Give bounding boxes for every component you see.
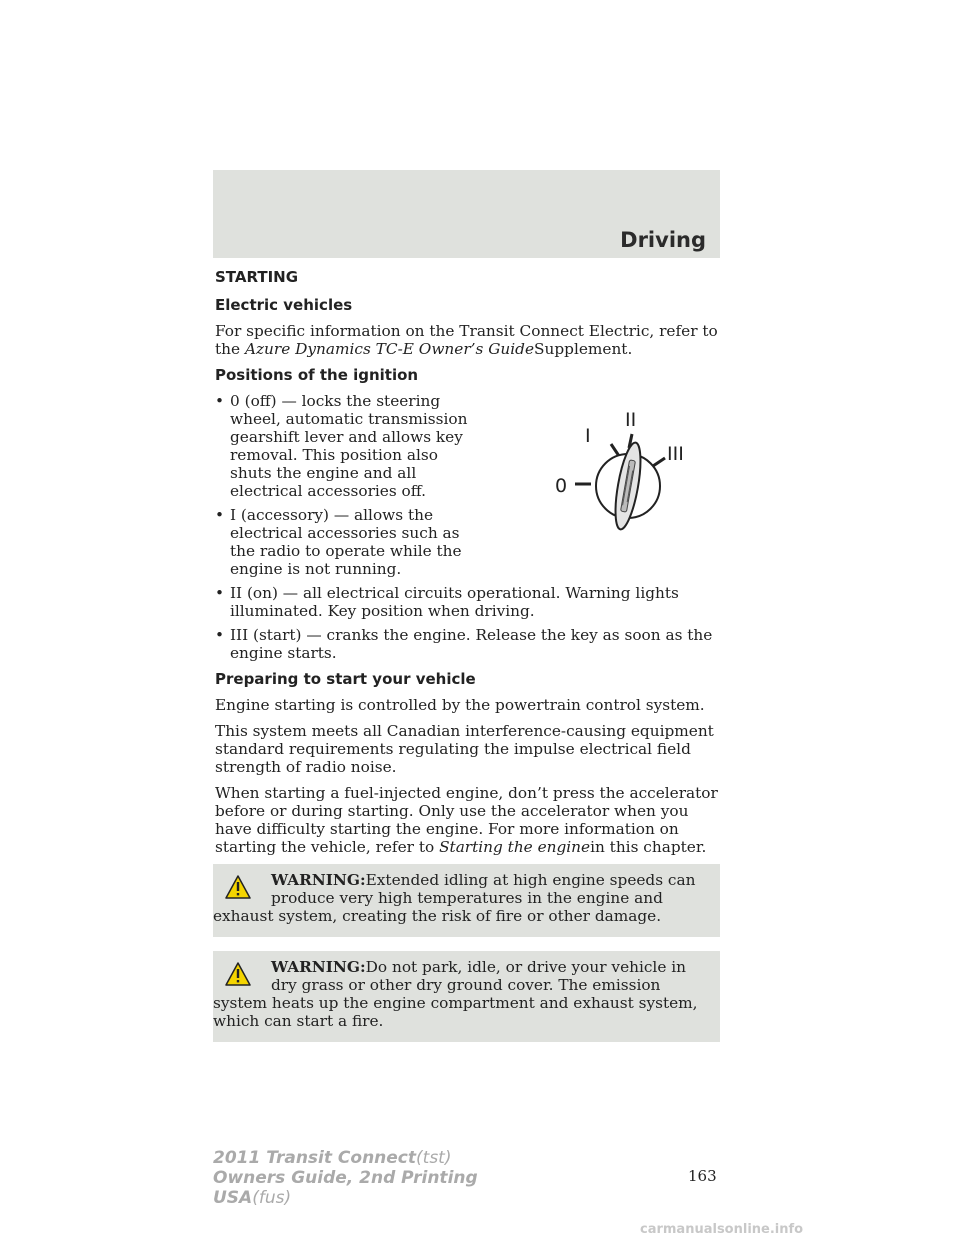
list-item: • III (start) — cranks the engine. Release the key as soon as the engine starts.: [215, 626, 713, 662]
position-1-label: I: [585, 425, 591, 447]
footer-line-3: USA: [213, 1188, 253, 1208]
warning-text: Extended idling at high engine speeds can produce very high temperatures in the engine and exhaust system, creating the risk of fire or other damage.: [213, 871, 696, 925]
warning-text: Do not park, idle, or drive your vehicle in dry grass or other dry ground cover. The emission system heats up the engine compartment and exhaust system, which can start a fire.: [213, 958, 698, 1030]
position-3-tick: [653, 458, 665, 466]
preparing-paragraph-2: This system meets all Canadian interference-causing equipment standard requirements regulating the impulse electrical field strength of radio noise.: [215, 722, 714, 776]
preparing-paragraph-3: When starting a fuel-injected engine, don’t press the accelerator before or during starting. Only use the accelerator when you have difficulty starting the engine. For more information on starting the vehicle, refer to Starting the enginein this chapter.: [215, 784, 718, 856]
starting-engine-reference: Starting the engine: [439, 838, 591, 856]
section-title: Driving: [620, 228, 706, 252]
site-watermark: carmanualsonline.info: [640, 1222, 804, 1237]
list-item: • 0 (off) — locks the steering wheel, automatic transmission gearshift lever and allows key removal. This position also shuts the engine and all electrical accessories off.: [215, 392, 468, 500]
warning-box: [213, 951, 720, 1042]
electric-vehicles-text: [215, 322, 720, 358]
warning-triangle-icon: [225, 875, 251, 899]
electric-vehicles-heading: Electric vehicles: [215, 296, 353, 314]
list-item: • II (on) — all electrical circuits operational. Warning lights illuminated. Key position when driving.: [215, 584, 679, 620]
ignition-heading: Positions of the ignition: [215, 366, 419, 384]
position-2-label: II: [625, 409, 637, 431]
document-footer: 2011 Transit Connect(tst) Owners Guide, 2nd Printing USA(fus): [213, 1148, 478, 1208]
electric-text-after: Supplement.: [534, 340, 633, 358]
warning-triangle-icon: [225, 962, 251, 986]
position-0-label: 0: [555, 475, 568, 497]
section-header-band: [213, 170, 720, 258]
list-item: • I (accessory) — allows the electrical accessories such as the radio to operate while the engine is not running.: [215, 506, 462, 578]
preparing-heading: Preparing to start your vehicle: [215, 670, 476, 688]
page-heading: STARTING: [215, 268, 299, 286]
footer-line-1: 2011 Transit Connect: [213, 1148, 417, 1168]
position-1-tick: [611, 444, 619, 456]
owners-guide-reference: Azure Dynamics TC-E Owner’s Guide: [244, 340, 535, 358]
ignition-section: [215, 366, 720, 662]
warning-box: [213, 864, 720, 937]
footer-line-2: Owners Guide, 2nd Printing: [213, 1168, 478, 1188]
position-3-label: III: [667, 443, 684, 465]
electric-text-before: For specific information on the Transit Connect Electric, refer to the: [215, 322, 718, 358]
page-number: 163: [688, 1167, 717, 1185]
ignition-switch-diagram: [515, 386, 705, 546]
warning-label: WARNING:: [271, 871, 366, 889]
preparing-paragraph-1: Engine starting is controlled by the powertrain control system.: [215, 696, 705, 714]
warning-label: WARNING:: [271, 958, 366, 976]
page-content: [215, 268, 720, 1056]
